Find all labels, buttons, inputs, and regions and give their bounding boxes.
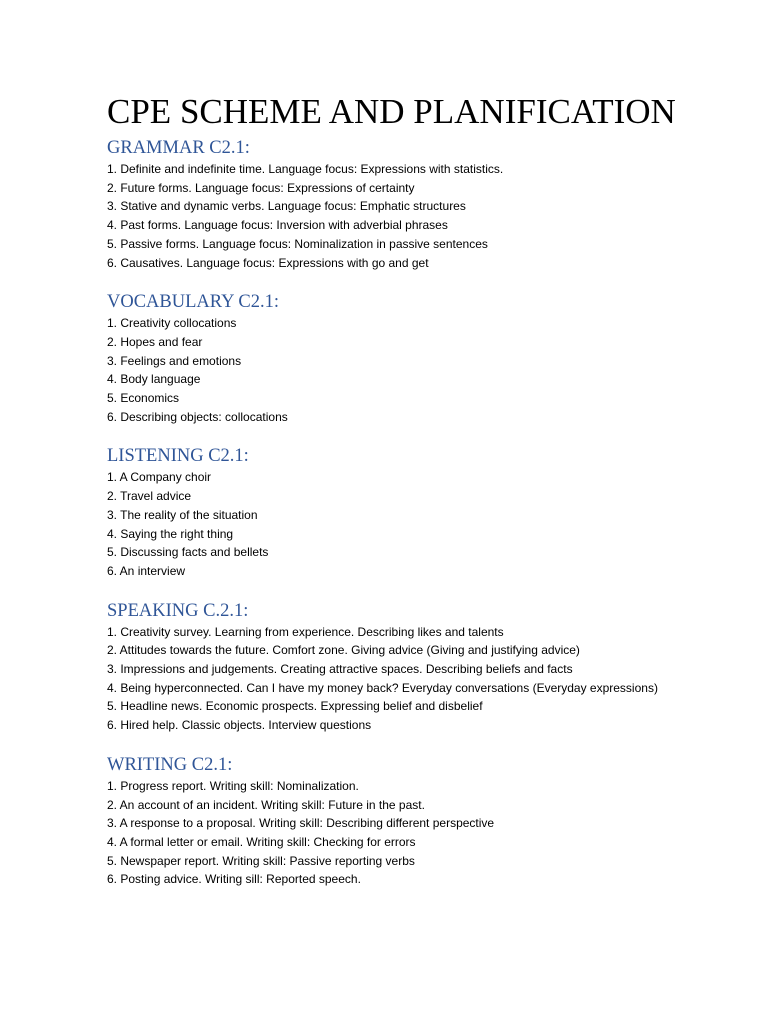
section-grammar xyxy=(107,136,747,272)
section-heading: SPEAKING C.2.1: xyxy=(107,600,249,621)
list-item: 6. Hired help. Classic objects. Interview questions xyxy=(107,718,372,733)
list-item: 3. The reality of the situation xyxy=(107,507,258,522)
list-item: 6. An interview xyxy=(107,563,186,578)
section-heading: WRITING C2.1: xyxy=(107,754,233,775)
list-item: 1. Creativity collocations xyxy=(107,316,237,331)
list-item: 2. Travel advice xyxy=(107,489,192,504)
list-item: 3. A response to a proposal. Writing skill: Describing different perspective xyxy=(107,816,495,831)
item-list xyxy=(107,623,747,735)
list-item: 1. Creativity survey. Learning from experience. Describing likes and talents xyxy=(107,624,504,639)
list-item: 4. Body language xyxy=(107,372,201,387)
list-item: 5. Discussing facts and bellets xyxy=(107,545,269,560)
section-writing xyxy=(107,753,747,889)
item-list xyxy=(107,314,747,426)
section-heading: GRAMMAR C2.1: xyxy=(107,138,250,158)
list-item: 5. Newspaper report. Writing skill: Passive reporting verbs xyxy=(107,853,415,868)
list-item: 5. Economics xyxy=(107,391,180,406)
item-list xyxy=(107,160,747,272)
list-item: 3. Stative and dynamic verbs. Language focus: Emphatic structures xyxy=(107,199,466,214)
list-item: 1. Definite and indefinite time. Language focus: Expressions with statistics. xyxy=(107,162,504,176)
list-item: 5. Headline news. Economic prospects. Expressing belief and disbelief xyxy=(107,699,483,714)
item-list xyxy=(107,777,747,889)
document-title: CPE SCHEME AND PLANIFICATION xyxy=(107,92,676,131)
list-item: 1. Progress report. Writing skill: Nominalization. xyxy=(107,778,359,793)
section-speaking xyxy=(107,599,747,735)
list-item: 2. Future forms. Language focus: Expressions of certainty xyxy=(107,180,415,195)
list-item: 4. Past forms. Language focus: Inversion with adverbial phrases xyxy=(107,218,448,233)
list-item: 4. A formal letter or email. Writing skill: Checking for errors xyxy=(107,834,416,849)
item-list xyxy=(107,468,747,580)
section-heading: VOCABULARY C2.1: xyxy=(107,292,280,313)
list-item: 3. Impressions and judgements. Creating attractive spaces. Describing beliefs and facts xyxy=(107,662,573,677)
section-vocabulary xyxy=(107,290,747,426)
section-listening xyxy=(107,444,747,580)
list-item: 1. A Company choir xyxy=(107,470,212,485)
list-item: 2. Hopes and fear xyxy=(107,334,203,349)
list-item: 4. Saying the right thing xyxy=(107,526,234,541)
document-page xyxy=(107,90,747,907)
list-item: 6. Describing objects: collocations xyxy=(107,409,288,424)
list-item: 6. Posting advice. Writing sill: Reported speech. xyxy=(107,872,361,887)
list-item: 5. Passive forms. Language focus: Nominalization in passive sentences xyxy=(107,236,488,251)
list-item: 6. Causatives. Language focus: Expressions with go and get xyxy=(107,255,429,270)
list-item: 2. Attitudes towards the future. Comfort zone. Giving advice (Giving and justifying advice) xyxy=(107,643,580,658)
section-heading: LISTENING C2.1: xyxy=(107,446,249,467)
list-item: 4. Being hyperconnected. Can I have my money back? Everyday conversations (Everyday expressions) xyxy=(107,680,658,695)
list-item: 2. An account of an incident. Writing skill: Future in the past. xyxy=(107,797,425,812)
list-item: 3. Feelings and emotions xyxy=(107,353,242,368)
